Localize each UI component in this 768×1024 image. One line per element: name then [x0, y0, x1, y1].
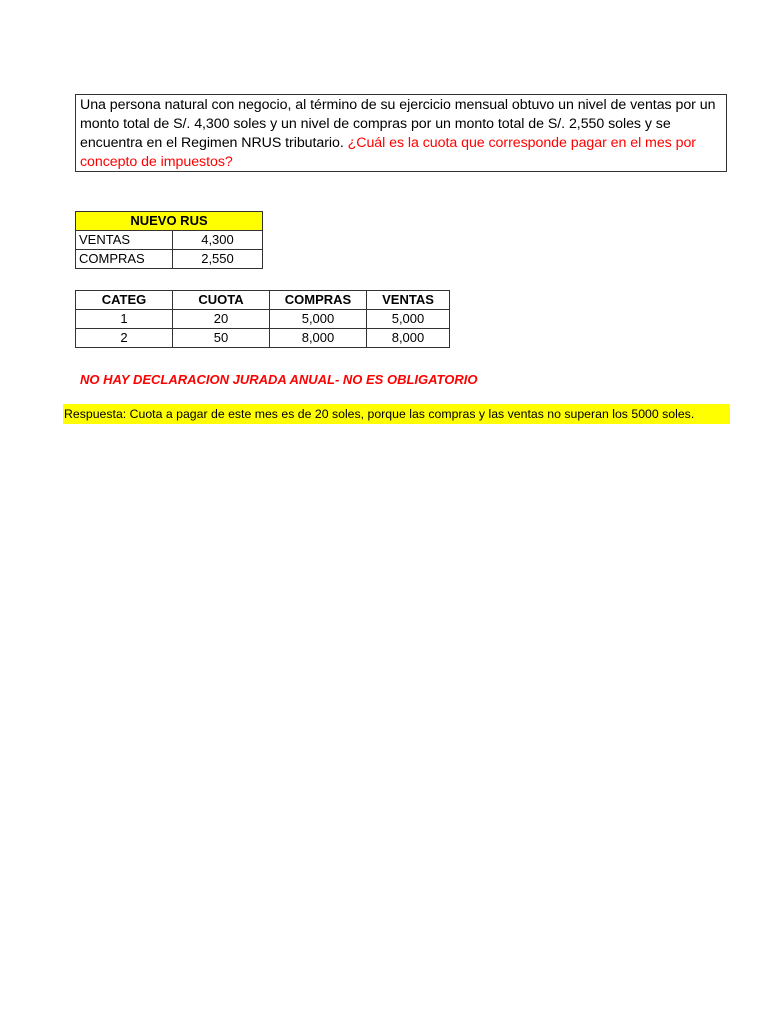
row-label: VENTAS: [76, 231, 173, 250]
declaration-note: NO HAY DECLARACION JURADA ANUAL- NO ES OBLIGATORIO: [80, 372, 478, 387]
table-cell: 2: [76, 329, 173, 348]
table-cell: 8,000: [367, 329, 450, 348]
problem-question: ¿Cuál es la cuota que corresponde pagar en el mes por concepto de impuestos?: [80, 135, 696, 170]
problem-statement-box: [75, 94, 727, 172]
table-cell: 50: [173, 329, 270, 348]
table-row: [76, 231, 263, 250]
row-value: 4,300: [173, 231, 263, 250]
table-row: [76, 310, 450, 329]
row-value: 2,550: [173, 250, 263, 269]
problem-statement: Una persona natural con negocio, al término de su ejercicio mensual obtuvo un nivel de ventas por un monto total de S/. 4,300 soles y un nivel de compras por un monto total de S/. 2,550 soles y se encuentra en el Regimen NRUS tributario.: [80, 97, 716, 151]
table-cell: 20: [173, 310, 270, 329]
table-row: [76, 250, 263, 269]
table-cell: 8,000: [270, 329, 367, 348]
table-cell: 1: [76, 310, 173, 329]
table-cell: 5,000: [367, 310, 450, 329]
column-header: VENTAS: [367, 291, 450, 310]
answer-text: Respuesta: Cuota a pagar de este mes es de 20 soles, porque las compras y las ventas no superan los 5000 soles.: [63, 404, 730, 424]
column-header: CATEG: [76, 291, 173, 310]
table-row: [76, 329, 450, 348]
table-cell: 5,000: [270, 310, 367, 329]
nuevo-rus-table: [75, 211, 263, 269]
row-label: COMPRAS: [76, 250, 173, 269]
column-header: COMPRAS: [270, 291, 367, 310]
categories-table: [75, 290, 450, 348]
nuevo-rus-title: NUEVO RUS: [76, 212, 263, 231]
column-header: CUOTA: [173, 291, 270, 310]
table-header-row: [76, 291, 450, 310]
